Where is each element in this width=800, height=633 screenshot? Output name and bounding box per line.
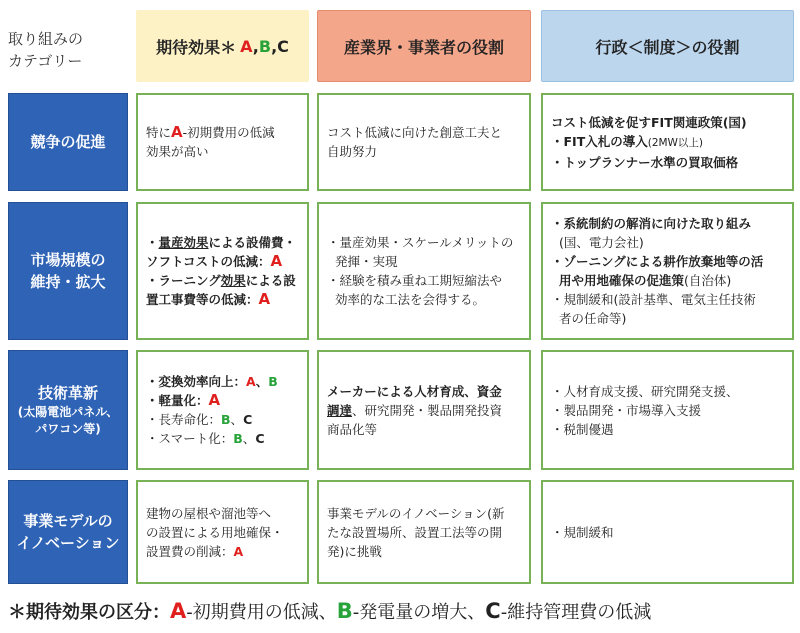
- cell-line: 置工事費等の低減：A: [146, 290, 271, 308]
- cell-line: 効率的な工法を会得する。: [335, 292, 486, 307]
- letter-a: A: [171, 123, 183, 141]
- row-sublabel: (太陽電池パネル、: [17, 405, 119, 419]
- cell-line: 効果が高い: [146, 144, 209, 159]
- row-label: 技術革新: [37, 384, 98, 402]
- row-label: イノベーション: [16, 534, 120, 552]
- row-label: 市場規模の: [30, 251, 106, 269]
- separator: ,: [271, 36, 278, 56]
- cell-line: 建物の屋根や溜池等へ: [146, 505, 272, 521]
- cell-line: 発)に挑戦: [327, 543, 382, 559]
- category-corner-label: [8, 28, 83, 72]
- cell-line: たな設置場所、設置工法等の開: [327, 524, 503, 540]
- cell-line: ・ゾーニングによる耕作放棄地等の活: [551, 254, 764, 269]
- corner-line-2: カテゴリー: [8, 52, 83, 70]
- letter-b: B: [258, 36, 272, 56]
- cell-line: 商品化等: [327, 421, 378, 437]
- row-label: 維持・拡大: [30, 273, 106, 291]
- column-header-expected-effect: [136, 10, 309, 82]
- letter-a: A: [240, 36, 253, 56]
- cell-business-effect: [136, 480, 309, 584]
- cell-line: ・規制緩和: [551, 524, 614, 540]
- cell-line: ・FIT入札の導入(2MW以上): [551, 133, 704, 149]
- legend-letter-a: A: [170, 599, 187, 623]
- cell-market-effect: [136, 202, 309, 340]
- cell-line: 特にA-初期費用の低減: [146, 123, 275, 141]
- letter-a: A: [270, 252, 283, 270]
- cell-line: ・量産効果・スケールメリットの: [327, 235, 514, 250]
- letter-c: C: [277, 36, 289, 56]
- legend-text-c: -維持管理費の低減: [500, 602, 652, 623]
- cell-line: 者の任命等): [559, 311, 627, 326]
- cell-tech-government: [541, 350, 794, 470]
- legend-letter-b: B: [336, 599, 353, 623]
- cell-business-government: [541, 480, 794, 584]
- cell-line: 自助努力: [327, 144, 378, 159]
- legend-letter-c: C: [485, 599, 501, 623]
- row-header-tech-innovation: [8, 350, 128, 470]
- legend-text-a: -初期費用の低減、: [186, 602, 337, 623]
- cell-line: ・経験を積み重ね工期短縮法や: [327, 273, 503, 288]
- cell-line: ・量産効果による設備費・: [146, 235, 297, 250]
- column-a-label: 期待効果＊: [156, 37, 237, 57]
- cell-line: ・ラーニング効果による設: [146, 273, 296, 288]
- legend-prefix: ＊期待効果の区分：: [8, 602, 170, 623]
- cell-line: (国、電力会社): [559, 235, 644, 250]
- column-header-government-role: 行政＜制度＞の役割: [541, 10, 794, 82]
- row-sublabel: パワコン等): [35, 422, 101, 436]
- cell-line: の設置による用地確保・: [146, 524, 284, 540]
- cell-business-industry: [317, 480, 531, 584]
- cell-line: ・トップランナー水準の買取価格: [551, 154, 739, 170]
- cell-line: ・系統制約の解消に向けた取り組み: [551, 216, 752, 231]
- cell-tech-effect: [136, 350, 309, 470]
- column-header-industry-role: 産業界・事業者の役割: [317, 10, 531, 82]
- cell-line: ・人材育成支援、研究開発支援、: [551, 383, 739, 399]
- cell-market-industry: [317, 202, 531, 340]
- cell-line: コスト低減に向けた創意工夫と: [327, 125, 503, 140]
- list-item: ・軽量化：A: [146, 391, 221, 409]
- cell-line: 設置費の削減：A: [146, 543, 244, 559]
- cell-line: コスト低減を促すFIT関連政策(国): [551, 114, 747, 130]
- cell-market-government: [541, 202, 794, 340]
- cell-competition-effect: [136, 93, 309, 191]
- row-header-market-scale: [8, 202, 128, 340]
- list-item: ・変換効率向上：A、B: [146, 374, 278, 389]
- cell-line: 用や用地確保の促進策(自治体): [559, 273, 732, 288]
- list-item: ・長寿命化：B、C: [146, 412, 253, 427]
- separator: ,: [252, 36, 259, 56]
- row-label: 事業モデルの: [23, 512, 113, 530]
- cell-line: ・規制緩和(設計基準、電気主任技術: [551, 292, 756, 307]
- letter-a: A: [258, 290, 271, 308]
- cell-line: ・税制優遇: [551, 421, 614, 437]
- cell-line: 事業モデルのイノベーション(新: [327, 505, 505, 521]
- row-header-competition: [8, 93, 128, 191]
- cell-competition-government: [541, 93, 794, 191]
- letter-a: A: [233, 543, 244, 559]
- cell-competition-industry: [317, 93, 531, 191]
- cell-tech-industry: [317, 350, 531, 470]
- expected-effect-legend: [8, 596, 651, 628]
- corner-line-1: 取り組みの: [8, 30, 84, 48]
- list-item: ・スマート化：B、C: [146, 431, 265, 446]
- row-label: 競争の促進: [30, 133, 106, 151]
- legend-text-b: -発電量の増大、: [352, 602, 486, 623]
- cell-line: ソフトコストの低減：A: [146, 252, 283, 270]
- cell-line: ・製品開発・市場導入支援: [551, 402, 702, 418]
- cell-line: 発揮・実現: [335, 254, 398, 269]
- cell-line: メーカーによる人材育成、資金: [327, 383, 502, 399]
- row-header-business-model: [8, 480, 128, 584]
- cell-line: 調達、研究開発・製品開発投資: [327, 402, 503, 418]
